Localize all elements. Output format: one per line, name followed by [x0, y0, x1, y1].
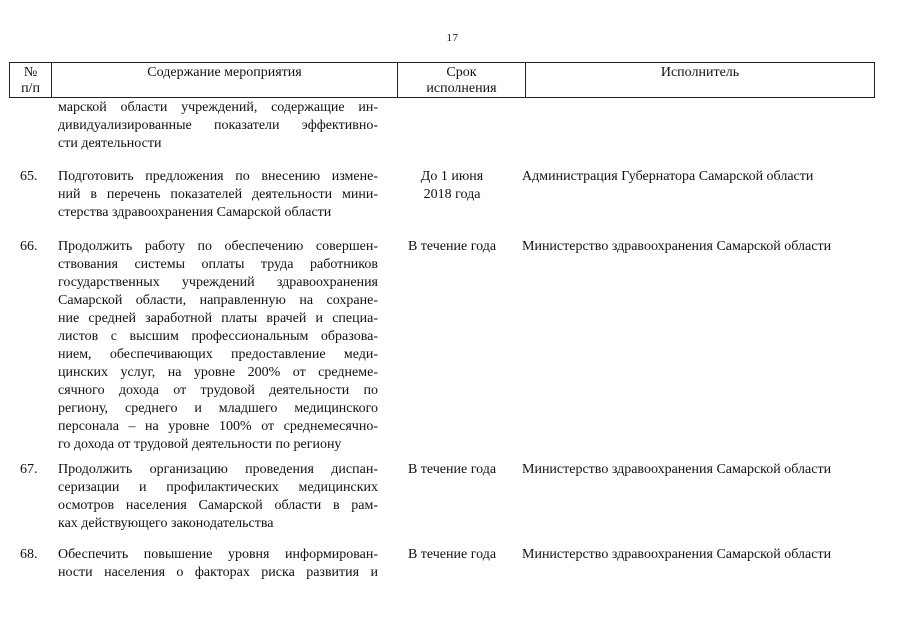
row-term [396, 168, 508, 204]
row-number: 67. [20, 462, 38, 477]
text-line: Обеспечить повышение уровня информирован- [58, 547, 378, 562]
text-line: ности населения о факторах риска развития и [58, 565, 378, 580]
text-line: нием, обеспечивающих предоставление меди- [58, 347, 378, 362]
row-term [396, 546, 508, 564]
header-term-line-1: Срок [446, 65, 477, 80]
text-line: Продолжить работу по обеспечению совершен- [58, 239, 378, 254]
term-line: В течение года [407, 239, 497, 254]
term-line: До 1 июня [420, 169, 484, 184]
text-line: ние средней заработной платы врачей и специа- [58, 311, 378, 326]
text-line: го дохода от трудовой деятельности по региону [58, 437, 342, 452]
row-executor: Министерство здравоохранения Самарской области [522, 547, 832, 562]
header-number-line-2: п/п [21, 81, 40, 96]
text-line: цинских услуг, на уровне 200% от среднеме- [58, 365, 378, 380]
header-number-line-1: № [23, 65, 38, 80]
row-number: 68. [20, 547, 38, 562]
text-line: Продолжить организацию проведения диспан- [58, 462, 378, 477]
header-content [52, 63, 398, 97]
header-number [10, 63, 52, 97]
row-term [396, 461, 508, 479]
text-line: осмотров населения Самарской области в рам- [58, 498, 378, 513]
text-line: стерства здравоохранения Самарской области [58, 205, 332, 220]
term-line: В течение года [407, 547, 497, 562]
text-line: персонала – на уровне 100% от среднемесячно- [58, 419, 378, 434]
row-number: 66. [20, 239, 38, 254]
row-executor: Администрация Губернатора Самарской области [522, 169, 814, 184]
text-line: марской области учреждений, содержащие ин- [58, 100, 378, 115]
term-line: 2018 года [423, 187, 481, 202]
row-executor: Министерство здравоохранения Самарской области [522, 462, 832, 477]
text-line: серизации и профилактических медицинских [58, 480, 378, 495]
text-line: сячного дохода от трудовой деятельности по [58, 383, 378, 398]
text-line: сти деятельности [58, 136, 162, 151]
row-term [396, 238, 508, 256]
header-term [398, 63, 526, 97]
text-line: региону, среднего и младшего медицинского [58, 401, 378, 416]
term-line: В течение года [407, 462, 497, 477]
table-header [9, 62, 875, 98]
text-line: ствования системы оплаты труда работников [58, 257, 378, 272]
row-content [58, 546, 378, 582]
text-line: ках действующего законодательства [58, 516, 274, 531]
text-line: листов с высшим профессиональным образова- [58, 329, 378, 344]
text-line: Самарской области, направленную на сохране- [58, 293, 378, 308]
row-executor: Министерство здравоохранения Самарской области [522, 239, 832, 254]
header-executor [526, 63, 874, 97]
row-content [58, 238, 378, 454]
text-line: государственных учреждений здравоохранения [58, 275, 378, 290]
row-content [58, 461, 378, 533]
header-term-line-2: исполнения [426, 81, 497, 96]
header-content-label: Содержание мероприятия [147, 65, 302, 80]
page-number: 17 [446, 32, 459, 44]
text-line: Подготовить предложения по внесению измене- [58, 169, 378, 184]
row-content [58, 168, 378, 222]
text-line: ний в перечень показателей деятельности мини- [58, 187, 378, 202]
text-line: дивидуализированные показатели эффективно- [58, 118, 378, 133]
continuation-text [58, 99, 378, 153]
row-number: 65. [20, 169, 38, 184]
header-executor-label: Исполнитель [660, 65, 740, 80]
